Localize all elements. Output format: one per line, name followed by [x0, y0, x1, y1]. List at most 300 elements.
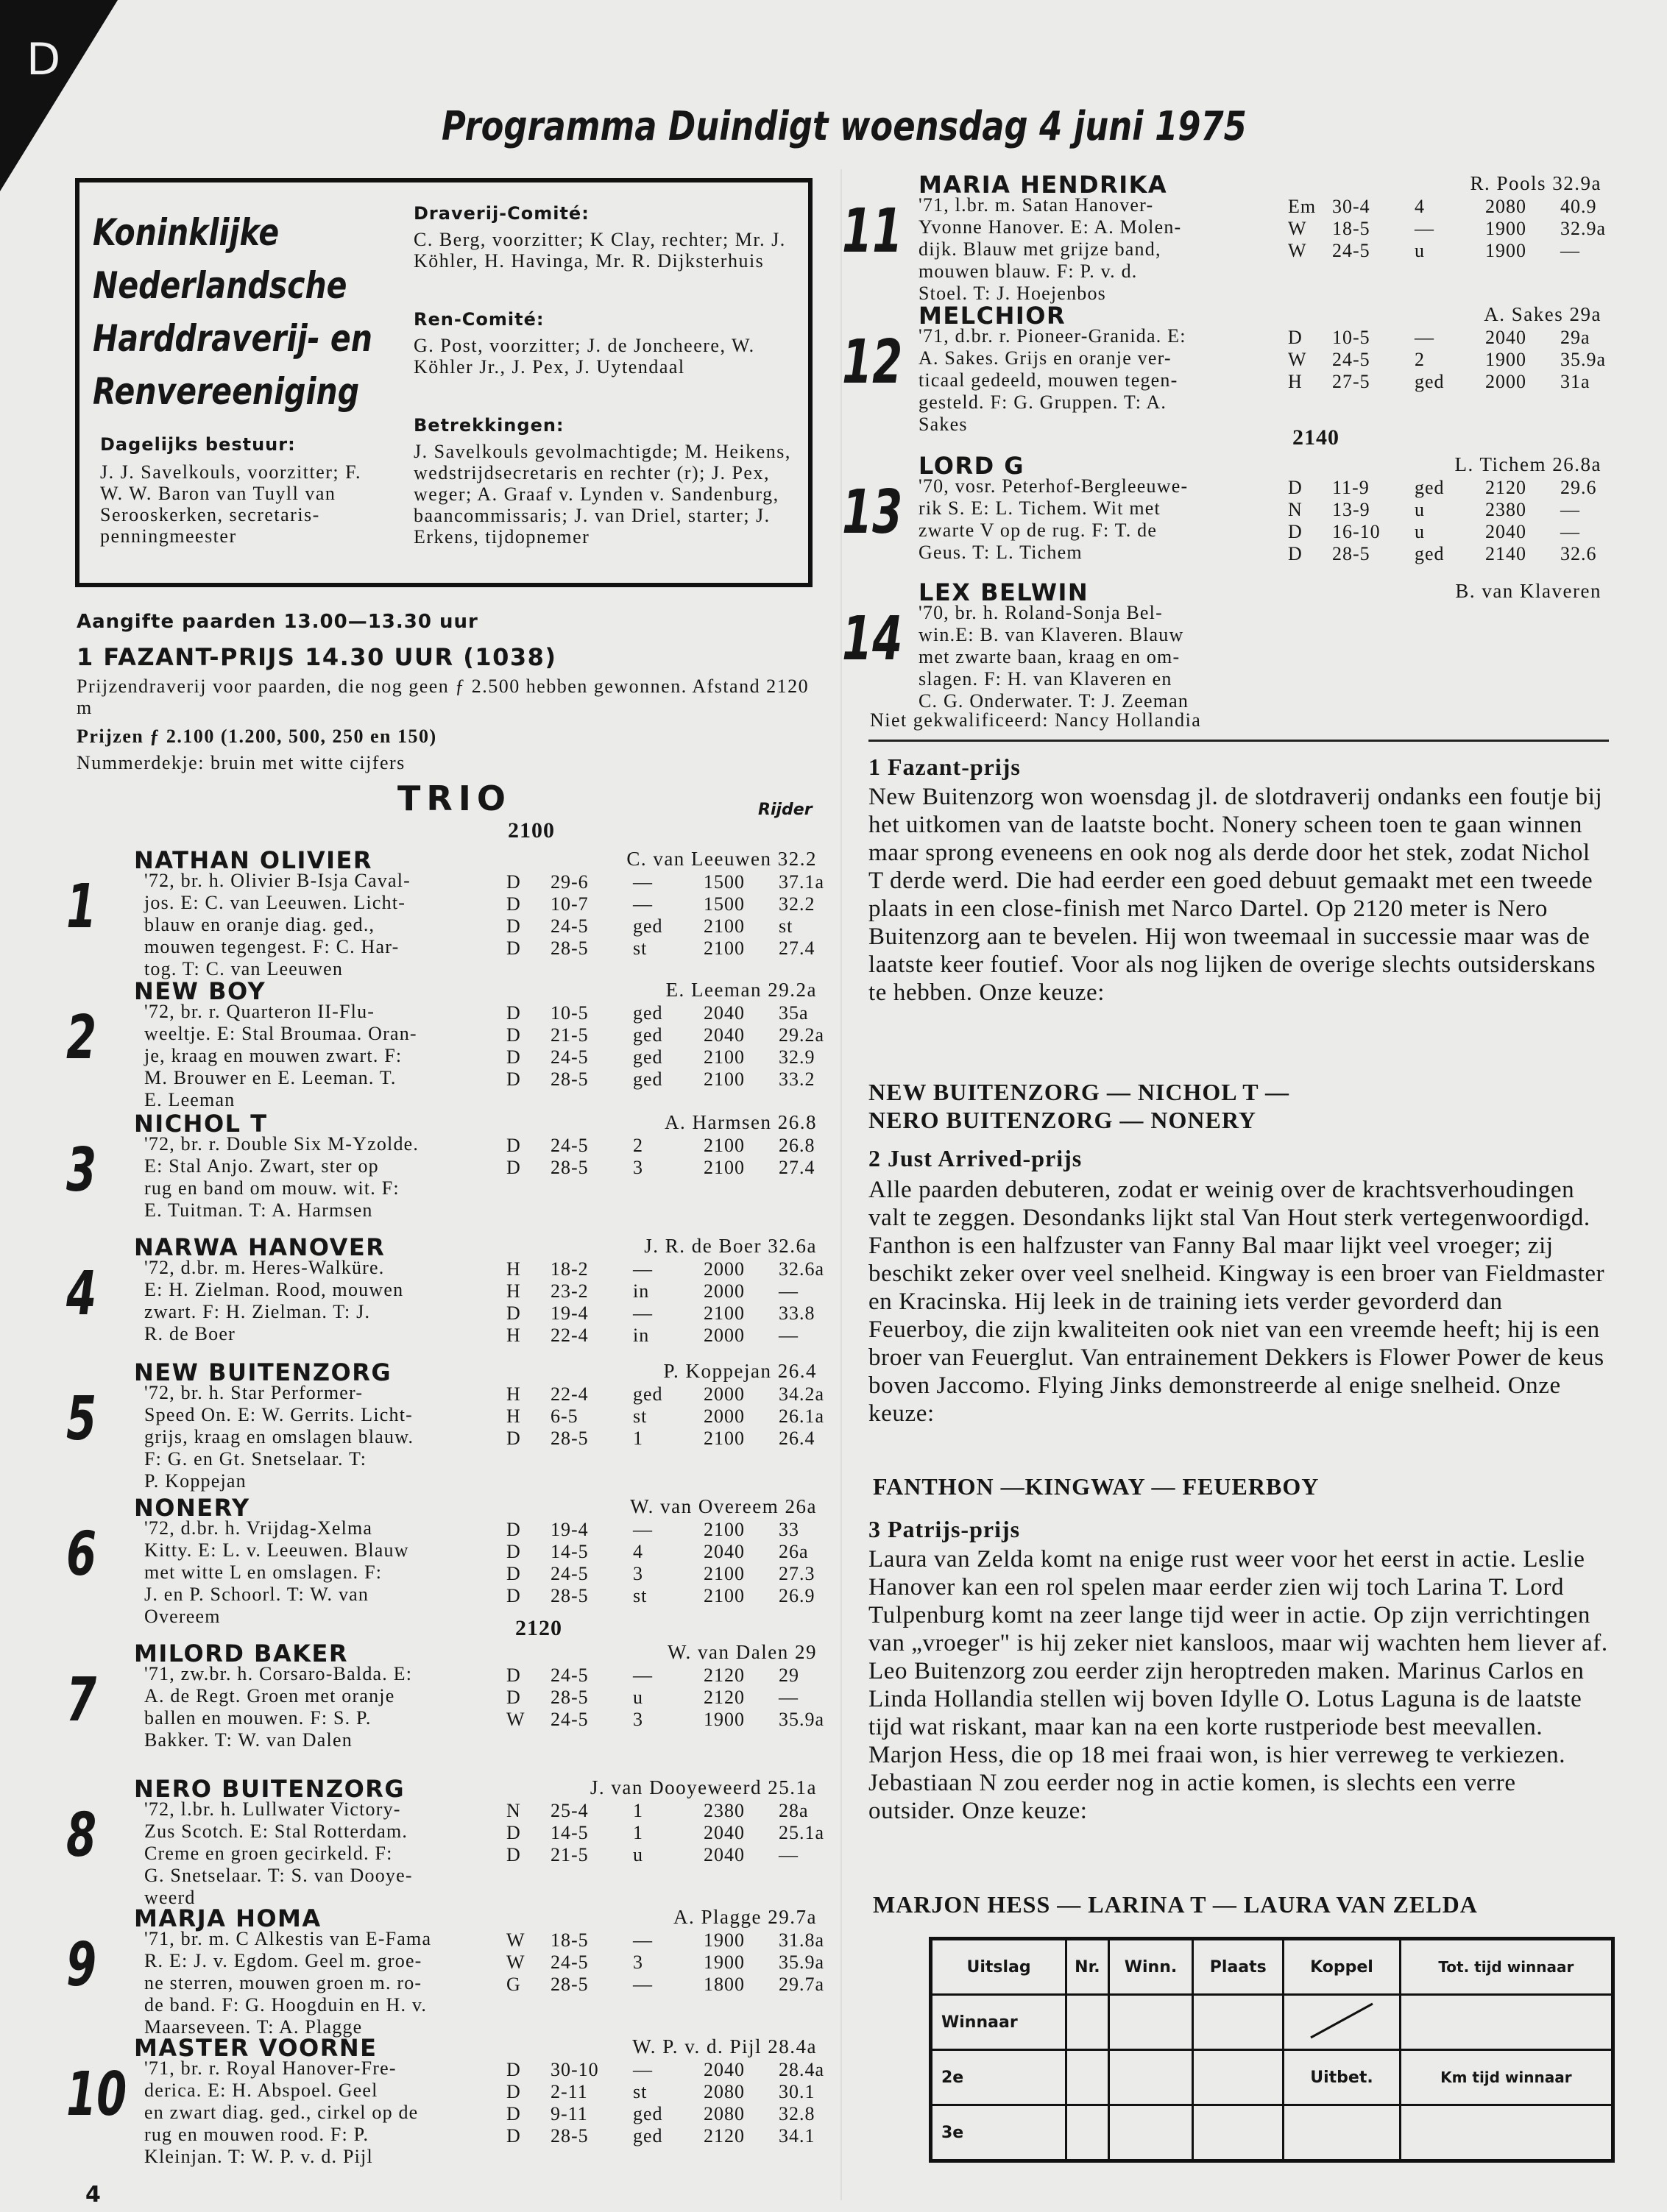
comment-pick-1b: NERO BUITENZORG — NONERY [868, 1107, 1256, 1133]
form-line [506, 1157, 815, 1179]
form-cell: 24-5 [551, 1709, 589, 1730]
form-cell: ged [633, 1024, 663, 1046]
form-cell: 27.4 [779, 937, 815, 959]
form-line [1288, 543, 1597, 565]
form-line [506, 1563, 815, 1585]
form-cell: W [1288, 240, 1307, 261]
form-cell: 40.9 [1560, 196, 1597, 217]
form-cell: st [633, 937, 648, 959]
form-cell: — [633, 1258, 653, 1280]
form-line [506, 1302, 815, 1325]
form-cell: 2120 [704, 2125, 745, 2147]
form-cell: — [633, 871, 653, 893]
form-cell: 29-6 [551, 871, 589, 893]
form-cell: 19-4 [551, 1302, 589, 1324]
form-line [1288, 327, 1590, 349]
form-cell: 2000 [1485, 371, 1526, 392]
form-cell: D [506, 1024, 521, 1046]
form-line [506, 1135, 815, 1157]
form-cell: 22-4 [551, 1383, 589, 1405]
result-row-winnaar [931, 1995, 1613, 2050]
form-cell: 24-5 [551, 1046, 589, 1068]
form-cell: 18-5 [551, 1929, 589, 1951]
form-line [506, 1687, 799, 1709]
betrekkingen: Betrekkingen: J. Savelkouls gevolmachtigde; M. Heikens, wedstrijdsecretaris en rechter (r); J. Pex, weger; A. Graaf v. Lynden v. Sandenburg, baancommissaris; J. van Driel, starter; J. Erkens, tijdopnemer [414, 415, 791, 547]
form-cell: 2000 [704, 1405, 745, 1427]
form-cell: 31a [1560, 371, 1590, 392]
cell-input[interactable] [1108, 2050, 1193, 2105]
form-cell: W [1288, 349, 1307, 370]
form-cell: 35.9a [1560, 349, 1607, 370]
form-cell: ged [633, 1383, 663, 1405]
distance-2120: 2120 [515, 1616, 562, 1640]
form-cell: 35.9a [779, 1709, 825, 1730]
form-cell: 29.7a [779, 1974, 825, 1995]
form-cell: u [1415, 240, 1425, 261]
comment-text-2: Alle paarden debuteren, zodat er weinig over de krachtsverhoudingen valt te zeggen. Desondanks lijkt stal Van Hout sterk vertegenwoordigd. Fanthon is een halfzuster van Fanny Bal maar lijkt veel vroeger; zij beschikt zeker over veel snelheid. Kingway is een broer van Fieldmaster en Kracinska. Hij leek in de training iets verder gevorderd dan Feuerboy, die zijn kwaliteiten ook niet van een vreemde heeft; hij is een broer van Feuerglut. Van entrainement Dekkers is Flower Power de keus boven Jaccomo. Flying Jinks demonstreerde al enige snelheid. Onze keuze: [868, 1177, 1605, 1427]
form-cell: — [779, 1280, 799, 1302]
form-cell: — [633, 893, 653, 915]
horse-driver: A. Plagge 29.7a [673, 1906, 817, 1928]
form-cell: 2080 [704, 2103, 745, 2124]
form-cell: H [506, 1280, 521, 1302]
row-label-3e: 3e [931, 2105, 1066, 2161]
horse-number: 6 [66, 1520, 97, 1589]
horse-name: LORD G [919, 452, 1025, 480]
form-cell: 1500 [704, 871, 745, 893]
result-header-row [931, 1939, 1613, 1995]
form-cell: D [506, 1665, 521, 1686]
form-cell: 28.4a [779, 2059, 825, 2080]
form-cell: 2100 [704, 1585, 745, 1606]
form-cell: 26.8 [779, 1135, 815, 1156]
horse-driver: A. Harmsen 26.8 [665, 1111, 817, 1133]
form-line [506, 1428, 815, 1450]
form-cell: D [506, 1302, 521, 1324]
horse-number: 7 [66, 1665, 97, 1735]
horse-description: '70, br. h. Roland-Sonja Bel- win.E: B. van Klaveren. Blauw met zwarte baan, kraag en om- slagen. F: H. van Klaveren en C. G. Onderwater. T: J. Zeeman [919, 602, 1189, 712]
distance-2140: 2140 [1292, 425, 1339, 450]
form-cell: 28-5 [551, 1157, 589, 1178]
horse-number: 11 [842, 196, 903, 266]
cell-input[interactable] [1400, 1995, 1613, 2050]
form-cell: 25.1a [779, 1822, 825, 1843]
form-cell: G [506, 1974, 521, 1995]
form-cell: 32.9 [779, 1046, 815, 1068]
form-cell: 18-2 [551, 1258, 589, 1280]
cell-input[interactable] [1193, 2105, 1284, 2161]
form-cell: ged [633, 1046, 663, 1068]
cell-input[interactable] [1193, 2050, 1284, 2105]
horse-driver: B. van Klaveren [1455, 580, 1601, 602]
form-cell: 33.2 [779, 1068, 815, 1090]
form-cell: 2000 [704, 1280, 745, 1302]
trio-heading: TRIO [397, 779, 512, 818]
result-table [929, 1937, 1615, 2163]
form-cell: 1900 [704, 1952, 745, 1973]
horse-name: NICHOL T [134, 1110, 268, 1138]
form-cell: ged [633, 1002, 663, 1024]
horse-description: '72, l.br. h. Lullwater Victory- Zus Scotch. E: Stal Rotterdam. Creme en groen gecirkeld. F: G. Snetselaar. T: S. van Dooye- weerd [144, 1798, 413, 1908]
form-cell: 3 [633, 1952, 643, 1973]
form-cell: D [506, 1585, 521, 1606]
form-cell: D [506, 1687, 521, 1708]
form-cell: H [1288, 371, 1303, 392]
column-divider [868, 740, 1609, 742]
form-line [1288, 196, 1597, 218]
form-cell: 28-5 [551, 1687, 589, 1708]
form-cell: W [1288, 218, 1307, 239]
horse-number: 3 [66, 1135, 97, 1205]
race-prizes: Prijzen ƒ 2.100 (1.200, 500, 250 en 150) [77, 726, 437, 747]
form-cell: 26.1a [779, 1405, 825, 1427]
comment-heading-2: 2 Just Arrived-prijs [868, 1145, 1083, 1171]
form-cell: 2-11 [551, 2081, 588, 2102]
form-cell: 3 [633, 1157, 643, 1178]
form-cell: N [506, 1800, 521, 1821]
comment-pick-1a: NEW BUITENZORG — NICHOL T — [868, 1079, 1290, 1105]
form-cell: 28-5 [551, 2125, 589, 2147]
form-cell: 1900 [1485, 349, 1526, 370]
form-cell: 2140 [1485, 543, 1526, 564]
cell-input[interactable] [1066, 1995, 1109, 2050]
form-cell: D [506, 1519, 521, 1540]
form-cell: — [779, 1325, 799, 1346]
form-cell: 2000 [704, 1325, 745, 1346]
form-cell: 28-5 [551, 1585, 589, 1606]
form-line [506, 1974, 824, 1996]
horse-name: NEW BUITENZORG [134, 1358, 392, 1386]
cell-input[interactable] [1066, 2105, 1109, 2161]
horse-description: '72, d.br. m. Heres-Walküre. E: H. Zielman. Rood, mouwen zwart. F: H. Zielman. T: J. R. de Boer [144, 1257, 404, 1344]
horse-description: '72, br. r. Double Six M-Yzolde. E: Stal Anjo. Zwart, ster op rug en band om mouw. wit. F: E. Tuitman. T: A. Harmsen [144, 1133, 420, 1221]
form-cell: 28-5 [551, 1428, 589, 1449]
form-cell: D [506, 871, 521, 893]
form-cell: 23-2 [551, 1280, 589, 1302]
form-cell: 2120 [704, 1687, 745, 1708]
form-line [506, 1952, 824, 1974]
form-line [506, 1325, 799, 1347]
form-cell: 32.9a [1560, 218, 1607, 239]
row-label-winnaar: Winnaar [931, 1995, 1066, 2050]
form-cell: N [1288, 499, 1303, 520]
form-cell: 14-5 [551, 1541, 589, 1562]
form-line [506, 1800, 809, 1822]
form-cell: 2000 [704, 1383, 745, 1405]
form-cell: D [506, 1002, 521, 1024]
col-tot-tijd: Tot. tijd winnaar [1400, 1939, 1613, 1995]
col-plaats: Plaats [1193, 1939, 1284, 1995]
form-cell: 2120 [1485, 477, 1526, 498]
cell-input[interactable] [1400, 2105, 1613, 2161]
horse-name: LEX BELWIN [919, 578, 1089, 606]
form-cell: 24-5 [551, 1563, 589, 1584]
horse-name: MARIA HENDRIKA [919, 171, 1168, 199]
horse-driver: J. van Dooyeweerd 25.1a [590, 1776, 817, 1798]
form-cell: ged [1415, 477, 1445, 498]
form-cell: D [506, 1135, 521, 1156]
form-cell: D [506, 893, 521, 915]
form-cell: 1900 [1485, 240, 1526, 261]
row-label-2e: 2e [931, 2050, 1066, 2105]
page-title: Programma Duindigt woensdag 4 juni 1975 [442, 103, 1247, 149]
form-cell: 14-5 [551, 1822, 589, 1843]
form-cell: H [506, 1383, 521, 1405]
form-cell: — [1415, 327, 1434, 348]
horse-description: '71, br. r. Royal Hanover-Fre- derica. E: H. Abspoel. Geel en zwart diag. ged., cirkel op de rug en mouwen rood. F: P. Kleinjan. T: W. P. v. d. Pijl [144, 2057, 419, 2167]
form-line [1288, 477, 1597, 499]
form-cell: 32.6a [779, 1258, 825, 1280]
form-cell: 24-5 [1332, 240, 1370, 261]
form-cell: 2100 [704, 1563, 745, 1584]
cell-input[interactable] [1066, 2050, 1109, 2105]
form-cell: 3 [633, 1709, 643, 1730]
form-cell: 2040 [704, 1822, 745, 1843]
col-uitslag: Uitslag [931, 1939, 1066, 1995]
form-cell: 4 [1415, 196, 1425, 217]
form-line [506, 1709, 824, 1731]
form-cell: 2100 [704, 915, 745, 937]
form-cell: ged [1415, 371, 1445, 392]
form-line [506, 1024, 824, 1046]
form-line [506, 1405, 824, 1428]
form-cell: D [506, 2059, 521, 2080]
horse-number: 13 [842, 478, 903, 547]
form-cell: 2 [633, 1135, 643, 1156]
form-line [506, 871, 824, 893]
form-cell: st [633, 2081, 648, 2102]
form-cell: 6-5 [551, 1405, 578, 1427]
horse-driver: C. van Leeuwen 32.2 [626, 848, 817, 870]
form-cell: 2080 [704, 2081, 745, 2102]
horse-number: 14 [842, 604, 903, 674]
form-cell: 2100 [704, 1302, 745, 1324]
form-cell: 26.9 [779, 1585, 815, 1606]
cell-input[interactable] [1108, 1995, 1193, 2050]
form-cell: u [1415, 499, 1425, 520]
form-cell: D [1288, 327, 1303, 348]
form-cell: 1 [633, 1822, 643, 1843]
form-cell: 2040 [704, 2059, 745, 2080]
form-cell: — [779, 1687, 799, 1708]
form-cell: 30.1 [779, 2081, 815, 2102]
form-cell: 11-9 [1332, 477, 1370, 498]
form-cell: — [633, 1974, 653, 1995]
form-cell: 33 [779, 1519, 799, 1540]
form-cell: 2100 [704, 1135, 745, 1156]
horse-driver: W. P. v. d. Pijl 28.4a [632, 2035, 817, 2057]
form-cell: D [506, 1844, 521, 1865]
horse-description: '72, d.br. h. Vrijdag-Xelma Kitty. E: L. v. Leeuwen. Blauw met witte L en omslagen. F: J. en P. Schoorl. T: W. van Overeem [144, 1517, 409, 1627]
form-cell: u [633, 1687, 643, 1708]
horse-number: 10 [66, 2060, 127, 2130]
form-line [1288, 499, 1580, 521]
form-cell: 28-5 [551, 1068, 589, 1090]
form-line [506, 1665, 799, 1687]
cell-input[interactable] [1108, 2105, 1193, 2161]
form-cell: 25-4 [551, 1800, 589, 1821]
form-cell: 28-5 [551, 1974, 589, 1995]
form-cell: 2380 [1485, 499, 1526, 520]
page-number: 4 [85, 2182, 101, 2208]
form-cell: 33.8 [779, 1302, 815, 1324]
form-line [506, 2103, 815, 2125]
form-cell: — [633, 1665, 653, 1686]
form-cell: 26.4 [779, 1428, 815, 1449]
horse-number: 5 [66, 1384, 97, 1454]
form-cell: ged [633, 915, 663, 937]
horse-name: MASTER VOORNE [134, 2034, 378, 2062]
fold-line [840, 169, 842, 2200]
horse-name: NONERY [134, 1494, 250, 1522]
cell-input[interactable] [1284, 2105, 1400, 2161]
form-cell: ged [633, 2103, 663, 2124]
form-cell: D [1288, 521, 1303, 542]
form-cell: st [633, 1585, 648, 1606]
form-cell: 21-5 [551, 1844, 589, 1865]
form-cell: 2040 [704, 1002, 745, 1024]
form-cell: 2380 [704, 1800, 745, 1821]
form-cell: 1900 [1485, 218, 1526, 239]
form-cell: D [506, 2103, 521, 2124]
form-cell: 29 [779, 1665, 799, 1686]
form-line [1288, 349, 1606, 371]
horse-description: '72, br. h. Star Performer- Speed On. E: W. Gerrits. Licht- grijs, kraag en omslagen blauw. F: G. en Gt. Snetselaar. T: P. Koppejan [144, 1382, 414, 1492]
form-cell: D [1288, 477, 1303, 498]
comment-pick-2: FANTHON —KINGWAY — FEUERBOY [873, 1473, 1320, 1500]
horse-description: '71, l.br. m. Satan Hanover- Yvonne Hanover. E: A. Molen- dijk. Blauw met grijze band, mouwen blauw. F: P. v. d. Stoel. T: J. Hoejenbos [919, 194, 1182, 304]
horse-description: '72, br. h. Olivier B-Isja Caval- jos. E: C. van Leeuwen. Licht- blauw en oranje diag. ged., mouwen tegengest. F: C. Har- tog. T: C. van Leeuwen [144, 870, 411, 979]
section-letter: D [26, 34, 61, 85]
ren-comite: Ren-Comité: G. Post, voorzitter; J. de Joncheere, W. Köhler Jr., J. Pex, J. Uytendaal [414, 309, 755, 377]
form-cell: 29.2a [779, 1024, 825, 1046]
comment-pick-3: MARJON HESS — LARINA T — LAURA VAN ZELDA [873, 1891, 1478, 1918]
comment-heading-3: 3 Patrijs-prijs [868, 1516, 1021, 1542]
form-cell: 1 [633, 1800, 643, 1821]
horse-driver: R. Pools 32.9a [1470, 172, 1601, 194]
form-cell: 2040 [704, 1024, 745, 1046]
form-cell: 2100 [704, 1046, 745, 1068]
form-cell: 24-5 [551, 1665, 589, 1686]
form-cell: 16-10 [1332, 521, 1381, 542]
form-cell: 30-10 [551, 2059, 599, 2080]
form-cell: ged [1415, 543, 1445, 564]
horse-number: 8 [66, 1801, 97, 1871]
form-cell: — [1560, 240, 1580, 261]
form-cell: 2 [1415, 349, 1425, 370]
form-cell: 29a [1560, 327, 1590, 348]
horse-driver: W. van Dalen 29 [668, 1641, 817, 1663]
uitbet-cell: Uitbet. [1284, 2050, 1400, 2105]
form-cell: D [506, 1428, 521, 1449]
form-cell: 2040 [704, 1844, 745, 1865]
form-cell: W [506, 1929, 525, 1951]
form-cell: 2100 [704, 1157, 745, 1178]
form-cell: 2080 [1485, 196, 1526, 217]
form-cell: D [506, 2125, 521, 2147]
form-cell: 18-5 [1332, 218, 1370, 239]
form-line [506, 1844, 799, 1866]
form-cell: 21-5 [551, 1024, 589, 1046]
form-cell: 9-11 [551, 2103, 588, 2124]
form-line [506, 1383, 824, 1405]
rijder-label: Rijder [758, 801, 813, 819]
form-cell: 2040 [1485, 327, 1526, 348]
form-cell: 24-5 [551, 915, 589, 937]
form-cell: 24-5 [551, 1952, 589, 1973]
form-cell: 32.8 [779, 2103, 815, 2124]
form-cell: 34.2a [779, 1383, 825, 1405]
result-row-3e [931, 2105, 1613, 2161]
race-title: 1 FAZANT-PRIJS 14.30 UUR (1038) [77, 643, 557, 671]
horse-description: '71, zw.br. h. Corsaro-Balda. E: A. de Regt. Groen met oranje ballen en mouwen. F: S. P. Bakker. T: W. van Dalen [144, 1663, 413, 1751]
form-line [1288, 240, 1580, 262]
form-line [506, 893, 815, 915]
form-cell: D [1288, 543, 1303, 564]
form-line [506, 1585, 815, 1607]
form-cell: W [506, 1952, 525, 1973]
form-cell: — [633, 1519, 653, 1540]
form-cell: 27.3 [779, 1563, 815, 1584]
horse-description: '72, br. r. Quarteron II-Flu- weeltje. E: Stal Broumaa. Oran- je, kraag en mouwen zwart. F: M. Brouwer en E. Leeman. T. E. Leeman [144, 1001, 417, 1110]
horse-name: NEW BOY [134, 977, 266, 1005]
form-cell: Em [1288, 196, 1317, 217]
cell-input[interactable] [1193, 1995, 1284, 2050]
form-cell: 35a [779, 1002, 809, 1024]
form-line [506, 1929, 824, 1952]
form-cell: — [633, 2059, 653, 2080]
col-nr: Nr. [1066, 1939, 1109, 1995]
form-cell: 24-5 [1332, 349, 1370, 370]
horse-driver: P. Koppejan 26.4 [663, 1360, 817, 1382]
form-cell: 2040 [1485, 521, 1526, 542]
form-cell: 28-5 [551, 937, 589, 959]
slash-mark [1305, 1998, 1378, 2042]
form-cell: D [506, 915, 521, 937]
form-line [506, 1822, 824, 1844]
form-line [506, 1280, 799, 1302]
form-cell: — [1560, 521, 1580, 542]
form-cell: H [506, 1258, 521, 1280]
aangifte-line: Aangifte paarden 13.00—13.30 uur [77, 611, 478, 633]
form-cell: — [633, 1929, 653, 1951]
form-cell: 32.6 [1560, 543, 1597, 564]
form-cell: 2120 [704, 1665, 745, 1686]
form-cell: D [506, 1563, 521, 1584]
horse-number: 4 [66, 1259, 97, 1329]
form-line [1288, 371, 1590, 393]
form-cell: 19-4 [551, 1519, 589, 1540]
form-line [506, 1002, 809, 1024]
koppel-slash-cell[interactable] [1284, 1995, 1400, 2050]
form-cell: st [779, 915, 793, 937]
form-cell: 35.9a [779, 1952, 825, 1973]
form-line [506, 1068, 815, 1091]
form-cell: ged [633, 2125, 663, 2147]
form-line [506, 1519, 799, 1541]
form-line [506, 915, 793, 937]
org-name: Koninklijke Nederlandsche Harddraverij- en Renvereeniging [93, 211, 372, 413]
form-cell: 4 [633, 1541, 643, 1562]
form-cell: 1800 [704, 1974, 745, 1995]
niet-gekwalificeerd: Niet gekwalificeerd: Nancy Hollandia [870, 709, 1202, 731]
comment-text-3: Laura van Zelda komt na enige rust weer voor het eerst in actie. Leslie Hanover kan een rol spelen maar eerder zien wij toch Larina T. Lord Tulpenburg komt na zeer lange tijd weer in actie. Op zijn verrichtingen van „vroeger" is hij zeker niet kansloos, maar wij wachten hem liever af. Leo Buitenzorg zou eerder zijn heroptreden maken. Marinus Carlos en Linda Hollandia stellen wij boven Idylle O. Lotus Laguna is de laatste tijd wat riskant, maar kan na een korte rustperiode best meevallen. Marjon Hess, die op 18 mei fraai won, is hier verreweg te verkiezen. Jebastiaan N zou eerder nog in actie komen, is slechts een verre outsider. Onze keuze: [868, 1546, 1608, 1824]
form-cell: 30-4 [1332, 196, 1370, 217]
comment-text-1: New Buitenzorg won woensdag jl. de slotdraverij ondanks een foutje bij het uitkomen van de laatste bocht. Nonery scheen toen te gaan winnen maar sprong eveneens en ook nog als derde door het stek, zodat Nichol T derde werd. Die had eerder een goed debuut gemaakt met een tweede plaats in een close-finish met Narco Dartel. Op 2120 meter is Nero Buitenzorg aan te bevelen. Hij won tweemaal in successie maar was de laatste keer foutief. Voor als nog lijken de overige slechts outsiderskans te hebben. Onze keuze: [868, 784, 1603, 1006]
horse-name: NATHAN OLIVIER [134, 846, 373, 874]
form-cell: 22-4 [551, 1325, 589, 1346]
form-cell: st [633, 1405, 648, 1427]
